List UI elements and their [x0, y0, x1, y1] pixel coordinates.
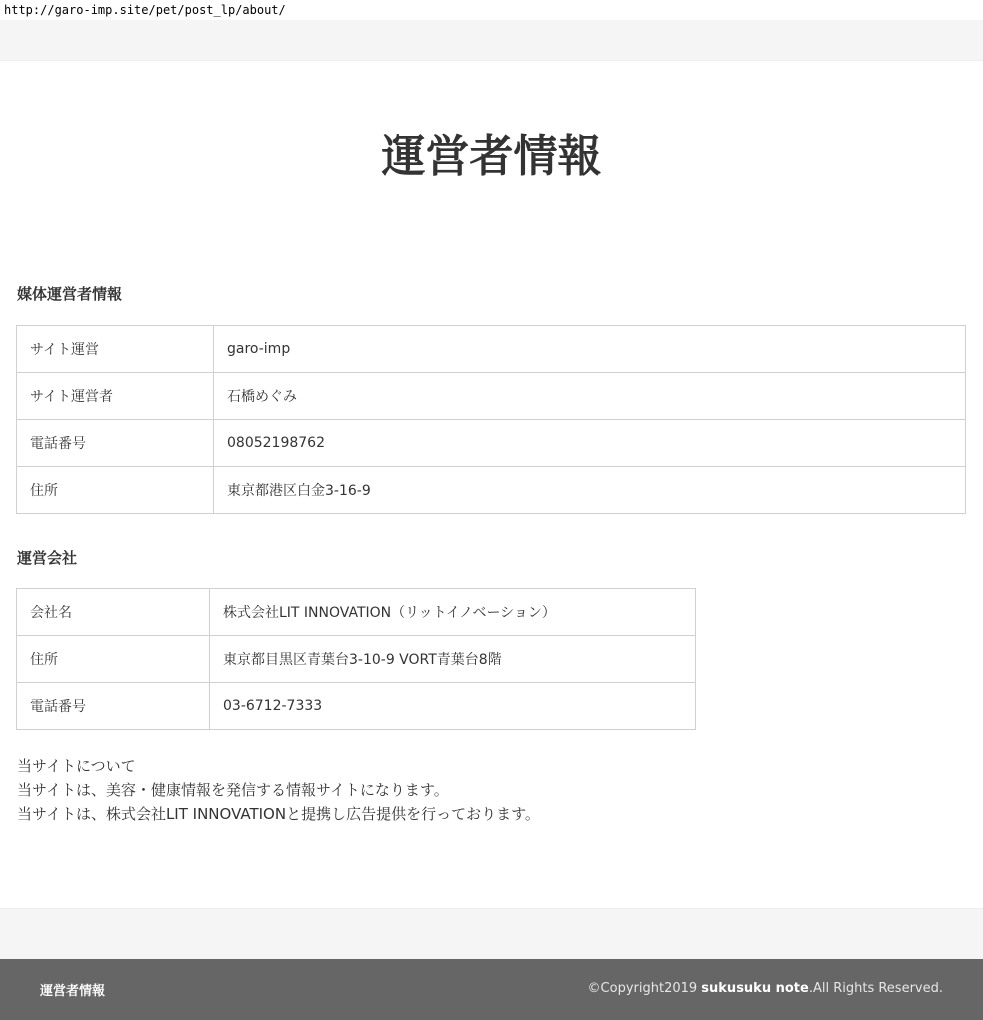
table-row — [17, 420, 966, 467]
row-value: 東京都港区白金3-16-9 — [214, 467, 966, 514]
table-row — [17, 467, 966, 514]
about-line: 当サイトは、美容・健康情報を発信する情報サイトになります。 — [17, 781, 449, 799]
table-row — [17, 589, 696, 636]
media-operator-heading: 媒体運営者情報 — [17, 285, 123, 303]
row-label: サイト運営者 — [17, 373, 214, 420]
page-title: 運営者情報 — [381, 131, 602, 182]
row-label: 会社名 — [17, 589, 210, 636]
copyright-suffix: .All Rights Reserved. — [808, 981, 943, 996]
about-line: 当サイトについて — [17, 757, 136, 775]
row-value: 08052198762 — [214, 420, 966, 467]
footer-operator-link[interactable]: 運営者情報 — [40, 984, 106, 999]
footer — [0, 959, 983, 1020]
about-site-text — [17, 754, 540, 826]
row-value: 東京都目黒区青葉台3-10-9 VORT青葉台8階 — [210, 636, 696, 683]
url-bar: http://garo-imp.site/pet/post_lp/about/ — [0, 0, 983, 20]
company-table — [16, 588, 696, 730]
about-line: 当サイトは、株式会社LIT INNOVATIONと提携し広告提供を行っております。 — [17, 805, 540, 823]
row-value: garo-imp — [214, 326, 966, 373]
copyright — [588, 981, 943, 996]
row-value: 03-6712-7333 — [210, 683, 696, 730]
copyright-prefix: ©Copyright2019 — [587, 981, 702, 996]
row-value: 株式会社LIT INNOVATION（リットイノベーション） — [210, 589, 696, 636]
row-label: 住所 — [17, 636, 210, 683]
brand-name[interactable]: sukusuku note — [701, 981, 809, 996]
table-row — [17, 326, 966, 373]
table-row — [17, 373, 966, 420]
row-label: 電話番号 — [17, 683, 210, 730]
header-band — [0, 20, 983, 61]
media-operator-table — [16, 325, 966, 514]
table-row — [17, 636, 696, 683]
row-label: 電話番号 — [17, 420, 214, 467]
row-label: 住所 — [17, 467, 214, 514]
bottom-band — [0, 908, 983, 959]
row-value: 石橋めぐみ — [214, 373, 966, 420]
company-heading: 運営会社 — [17, 549, 78, 567]
row-label: サイト運営 — [17, 326, 214, 373]
table-row — [17, 683, 696, 730]
